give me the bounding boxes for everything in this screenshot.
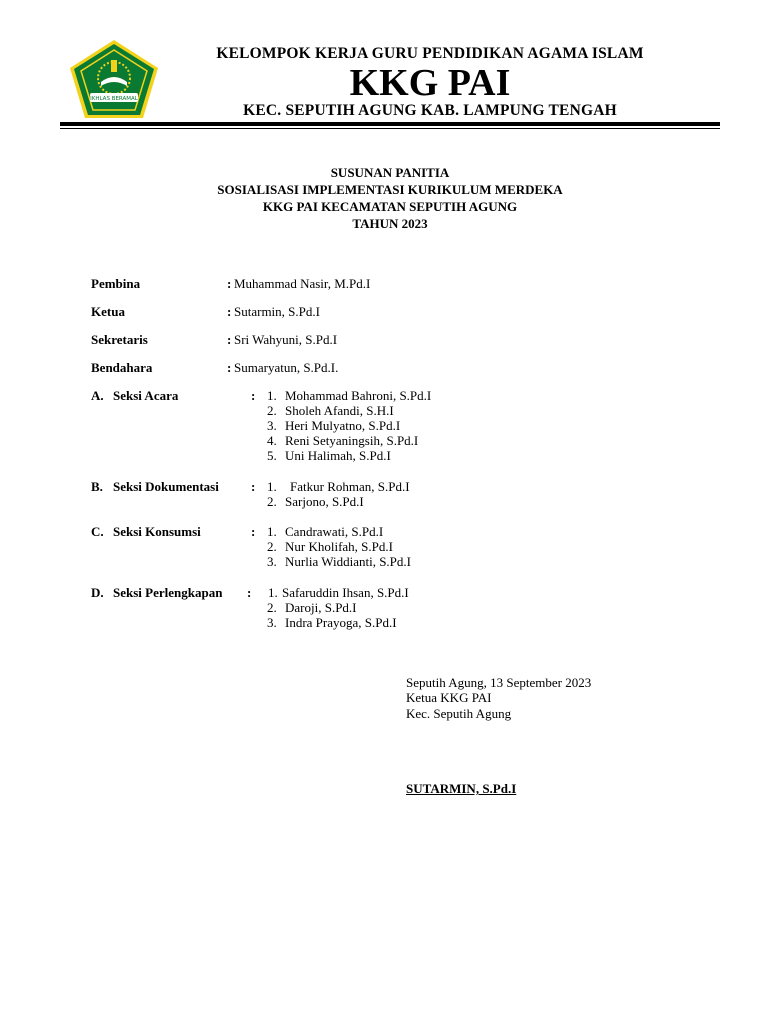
member-num: 1. <box>267 524 277 539</box>
officer-role-ketua: Ketua <box>91 304 125 319</box>
officer-role-sekretaris: Sekretaris <box>91 332 148 347</box>
section-letter: C. <box>91 524 104 539</box>
section-letter: B. <box>91 479 103 494</box>
officer-role-pembina: Pembina <box>91 276 141 291</box>
org-address: KEC. SEPUTIH AGUNG KAB. LAMPUNG TENGAH <box>243 102 617 119</box>
colon: : <box>227 332 232 347</box>
officer-role-bendahara: Bendahara <box>91 360 153 375</box>
member-name: Uni Halimah, S.Pd.I <box>285 448 391 463</box>
member-name: Candrawati, S.Pd.I <box>285 524 384 539</box>
officer-name-bendahara: Sumaryatun, S.Pd.I. <box>234 360 339 375</box>
doc-title-1: SUSUNAN PANITIA <box>330 165 450 180</box>
colon: : <box>251 479 256 494</box>
section-title-konsumsi: Seksi Konsumsi <box>113 524 201 539</box>
logo-banner-text: IKHLAS BERAMAL <box>90 96 138 102</box>
member-num: 2. <box>267 403 277 418</box>
member-name: Fatkur Rohman, S.Pd.I <box>290 479 410 494</box>
doc-title-3: KKG PAI KECAMATAN SEPUTIH AGUNG <box>262 199 518 214</box>
colon: : <box>227 276 232 291</box>
member-name: Mohammad Bahroni, S.Pd.I <box>285 388 432 403</box>
letterhead-rule-thick <box>60 122 720 126</box>
doc-title-2: SOSIALISASI IMPLEMENTASI KURIKULUM MERDEKA <box>217 182 563 197</box>
member-name: Heri Mulyatno, S.Pd.I <box>285 418 401 433</box>
org-acronym: KKG PAI <box>349 62 511 104</box>
officer-name-pembina: Muhammad Nasir, M.Pd.I <box>234 276 371 291</box>
section-title-acara: Seksi Acara <box>113 388 179 403</box>
member-name: Nur Kholifah, S.Pd.I <box>285 539 393 554</box>
member-name: Nurlia Widdianti, S.Pd.I <box>285 554 411 569</box>
member-name: Sarjono, S.Pd.I <box>285 494 364 509</box>
member-num: 2. <box>267 494 277 509</box>
member-num: 3. <box>267 615 277 630</box>
org-name: KELOMPOK KERJA GURU PENDIDIKAN AGAMA ISLAM <box>216 45 644 62</box>
colon: : <box>227 360 232 375</box>
colon: : <box>251 388 256 403</box>
officer-name-sekretaris: Sri Wahyuni, S.Pd.I <box>234 332 338 347</box>
officer-name-ketua: Sutarmin, S.Pd.I <box>234 304 320 319</box>
colon: : <box>251 524 256 539</box>
member-num: 1. <box>267 479 277 494</box>
member-num: 3. <box>267 418 277 433</box>
member-name: Reni Setyaningsih, S.Pd.I <box>285 433 419 448</box>
member-num: 2. <box>267 539 277 554</box>
member-name: Daroji, S.Pd.I <box>285 600 357 615</box>
member-num: 1. <box>267 388 277 403</box>
colon: : <box>247 585 252 600</box>
member-num: 4. <box>267 433 277 448</box>
signature-unit: Kec. Seputih Agung <box>406 706 512 721</box>
signature-position: Ketua KKG PAI <box>406 690 492 705</box>
member-num: 1. <box>268 585 278 600</box>
signature-place-date: Seputih Agung, 13 September 2023 <box>406 675 592 690</box>
member-name: Indra Prayoga, S.Pd.I <box>285 615 397 630</box>
member-name: Sholeh Afandi, S.H.I <box>285 403 394 418</box>
kemenag-logo <box>67 38 161 120</box>
member-name: Safaruddin Ihsan, S.Pd.I <box>282 585 409 600</box>
doc-title-4: TAHUN 2023 <box>352 216 428 231</box>
section-letter: A. <box>91 388 104 403</box>
member-num: 2. <box>267 600 277 615</box>
member-num: 5. <box>267 448 277 463</box>
section-title-dokumentasi: Seksi Dokumentasi <box>113 479 219 494</box>
letterhead-rule-thin <box>60 128 720 129</box>
member-num: 3. <box>267 554 277 569</box>
section-letter: D. <box>91 585 104 600</box>
colon: : <box>227 304 232 319</box>
section-title-perlengkapan: Seksi Perlengkapan <box>113 585 223 600</box>
signatory-name: SUTARMIN, S.Pd.I <box>406 781 517 796</box>
